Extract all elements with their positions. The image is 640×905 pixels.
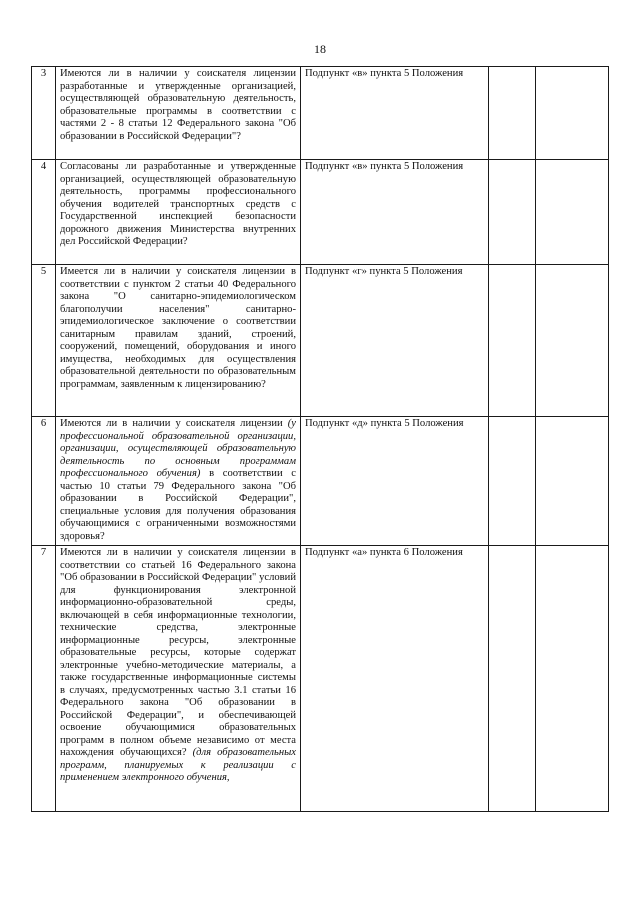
question-text-end: в соответствии с частью 10 статьи 79 Федерального закона "Об образовании в Российской Федерации", специальные условия для получения образования обучающимися с ограниченными возможностями здоровья?	[60, 468, 296, 542]
table-row	[32, 67, 609, 160]
reference-cell: Подпункт «а» пункта 6 Положения	[301, 546, 489, 812]
question-cell	[56, 67, 301, 160]
question-text: Имеются ли в наличии у соискателя лицензии разработанные и утвержденные организацией, осуществляющей образовательную деятельность, образовательные программы в соответствии с частями 2 - 8 статьи 12 Федерального закона "Об образовании в Российской Федерации"?	[60, 68, 296, 142]
answer-cell	[489, 417, 536, 546]
table-row	[32, 160, 609, 265]
row-number: 5	[32, 265, 56, 417]
requirements-table	[31, 66, 609, 812]
note-cell	[536, 546, 609, 812]
reference-cell: Подпункт «в» пункта 5 Положения	[301, 67, 489, 160]
row-number: 6	[32, 417, 56, 546]
question-text: Согласованы ли разработанные и утвержденные организацией, осуществляющей образовательную деятельность, программы профессионального обучения водителей транспортных средств с Государственной инспекцией безопасности дорожного движения Министерства внутренних дел Российской Федерации?	[60, 161, 296, 247]
row-number: 7	[32, 546, 56, 812]
question-cell	[56, 265, 301, 417]
table-row	[32, 546, 609, 812]
question-cell	[56, 160, 301, 265]
question-text-italic: (для образовательных программ, планируемых к реализации с применением электронного обучения,	[60, 747, 296, 783]
question-cell	[56, 546, 301, 812]
table-row	[32, 265, 609, 417]
question-text: Имеется ли в наличии у соискателя лицензии в соответствии с пунктом 2 статьи 40 Федерального закона "О санитарно-эпидемиологическом благополучии населения" санитарно-эпидемиологическое заключение о соответствии санитарным правилам зданий, строений, сооружений, помещений, оборудования и иного имущества, необходимых для осуществления образовательной деятельности по образовательным программам, заявленным к лицензированию?	[60, 266, 296, 390]
note-cell	[536, 265, 609, 417]
reference-cell: Подпункт «в» пункта 5 Положения	[301, 160, 489, 265]
question-text-italic: (у профессиональной образовательной организации, организации, осуществляющей образовательную деятельность по основным программам профессионального обучения)	[60, 418, 296, 479]
note-cell	[536, 417, 609, 546]
question-text-start: Имеются ли в наличии у соискателя лицензии в соответствии со статьей 16 Федерального закона "Об образовании в Российской Федерации" условий для функционирования электронной информационно-образовательной среды, включающей в себя информационные технологии, технические средства, электронные информационные ресурсы, электронные образовательные ресурсы, которые содержат электронные учебно-методические материалы, а также государственные информационные системы в случаях, предусмотренных частью 3.1 статьи 16 Федерального закона "Об образовании в Российской Федерации", и обеспечивающей освоение обучающимися образовательных программ в полном объеме независимо от места нахождения обучающихся?	[60, 547, 296, 758]
row-number: 4	[32, 160, 56, 265]
note-cell	[536, 67, 609, 160]
question-text-start: Имеются ли в наличии у соискателя лицензии	[60, 418, 283, 429]
answer-cell	[489, 546, 536, 812]
note-cell	[536, 160, 609, 265]
answer-cell	[489, 160, 536, 265]
table-row	[32, 417, 609, 546]
answer-cell	[489, 265, 536, 417]
reference-cell: Подпункт «д» пункта 5 Положения	[301, 417, 489, 546]
reference-cell: Подпункт «г» пункта 5 Положения	[301, 265, 489, 417]
answer-cell	[489, 67, 536, 160]
question-text	[60, 547, 296, 810]
page-number: 18	[314, 42, 326, 56]
row-number: 3	[32, 67, 56, 160]
question-text	[60, 418, 296, 543]
question-cell	[56, 417, 301, 546]
